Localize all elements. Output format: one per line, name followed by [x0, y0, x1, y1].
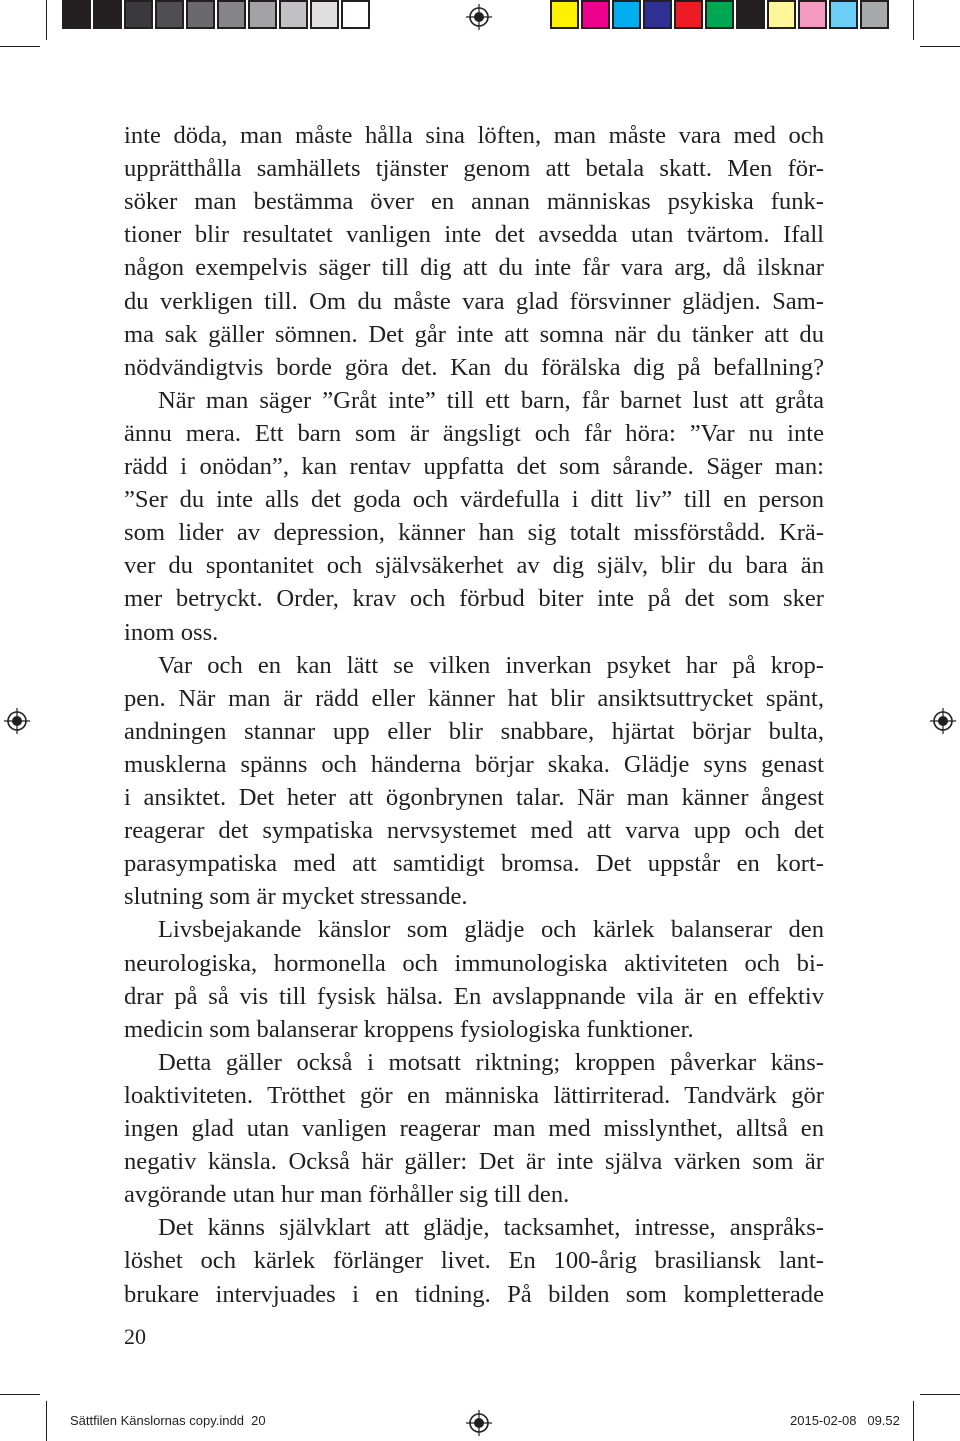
- color-swatch: [829, 0, 858, 29]
- text-line: inom oss.: [124, 618, 219, 646]
- color-swatch: [798, 0, 827, 29]
- gray-color-bar: [62, 0, 372, 34]
- text-line: tioner blir resultatet vanligen inte det avsedda utan tvärtom. Ifall: [124, 221, 824, 249]
- text-line: neurologiska, hormonella och immunologiska aktiviteten och bi-: [124, 949, 824, 977]
- text-line: ingen glad utan vanligen reagerar man med misslynthet, alltså en: [124, 1115, 824, 1142]
- gray-swatch: [93, 0, 122, 29]
- registration-mark-icon: [466, 4, 492, 30]
- text-line: avgörande utan hur man förhåller sig till den.: [124, 1181, 570, 1209]
- color-swatch: [612, 0, 641, 29]
- text-line: i ansiktet. Det heter att ögonbrynen talar. När man känner ångest: [124, 784, 824, 811]
- text-line: musklerna spänns och händerna börjar skaka. Glädje syns genast: [124, 750, 824, 778]
- text-line: loaktiviteten. Trötthet gör en människa lättirriterad. Tandvärk gör: [124, 1081, 824, 1109]
- slug-file-name: Sättfilen Känslornas copy.indd 20: [70, 1413, 266, 1428]
- color-swatch: [581, 0, 610, 29]
- color-swatch: [767, 0, 796, 29]
- crop-mark: [46, 1401, 47, 1441]
- text-line: andningen stannar upp eller blir snabbare, hjärtat börjar bulta,: [124, 717, 824, 745]
- crop-mark: [0, 46, 40, 47]
- text-line: Detta gäller också i motsatt riktning; kroppen påverkar käns-: [158, 1048, 824, 1076]
- registration-mark-icon: [4, 708, 30, 734]
- text-line: mer betryckt. Order, krav och förbud biter inte på det som sker: [124, 585, 824, 613]
- gray-swatch: [279, 0, 308, 29]
- page-number: 20: [124, 1324, 146, 1349]
- color-swatch: [860, 0, 889, 29]
- text-line: medicin som balanserar kroppens fysiologiska funktioner.: [124, 1015, 694, 1043]
- text-line: drar på så vis till fysisk hälsa. En avslappnande vila är en effektiv: [124, 982, 824, 1010]
- gray-swatch: [217, 0, 246, 29]
- crop-mark: [46, 0, 47, 40]
- color-swatch: [643, 0, 672, 29]
- text-line: söker man bestämma över en annan människas psykiska funk-: [124, 188, 824, 216]
- text-line: rädd i onödan”, kan rentav uppfatta det som sårande. Säger man:: [124, 453, 824, 480]
- text-line: Var och en kan lätt se vilken inverkan psyket har på krop-: [158, 651, 824, 679]
- text-line: löshet och kärlek förlänger livet. En 100-årig brasiliansk lant-: [124, 1247, 824, 1275]
- text-line: nödvändigtvis borde göra det. Kan du förälska dig på befallning?: [124, 353, 824, 381]
- text-line: negativ känsla. Också här gäller: Det är inte själva värken som är: [124, 1148, 824, 1176]
- cmyk-color-bar: [550, 0, 891, 34]
- color-swatch: [550, 0, 579, 29]
- text-line: reagerar det sympatiska nervsystemet med att varva upp och det: [124, 817, 824, 845]
- text-line: du verkligen till. Om du måste vara glad försvinner glädjen. Sam-: [124, 287, 824, 315]
- text-line: brukare intervjuades i en tidning. På bilden som kompletterade: [124, 1280, 824, 1308]
- registration-mark-icon: [466, 1410, 492, 1436]
- crop-mark: [920, 46, 960, 47]
- gray-swatch: [155, 0, 184, 29]
- text-line: ma sak gäller sömnen. Det går inte att somna när du tänker att du: [124, 320, 824, 348]
- color-swatch: [736, 0, 765, 29]
- gray-swatch: [341, 0, 370, 29]
- crop-mark: [913, 1401, 914, 1441]
- crop-mark: [920, 1394, 960, 1395]
- text-line: pen. När man är rädd eller känner hat blir ansiktsuttrycket spänt,: [124, 684, 824, 712]
- color-swatch: [674, 0, 703, 29]
- text-line: ver du spontanitet och självsäkerhet av dig själv, blir du bara än: [124, 552, 824, 580]
- text-line: som lider av depression, känner han sig totalt missförstådd. Krä-: [124, 519, 824, 547]
- text-line: Livsbejakande känslor som glädje och kärlek balanserar den: [158, 916, 824, 944]
- slug-timestamp: 2015-02-08 09.52: [790, 1413, 900, 1428]
- gray-swatch: [248, 0, 277, 29]
- text-line: parasympatiska med att samtidigt bromsa. Det uppstår en kort-: [124, 850, 824, 878]
- crop-mark: [0, 1394, 40, 1395]
- gray-swatch: [186, 0, 215, 29]
- text-line: upprätthålla samhällets tjänster genom att betala skatt. Men för-: [124, 155, 824, 183]
- text-line: någon exempelvis säger till dig att du inte får vara arg, då ilsknar: [124, 254, 824, 282]
- gray-swatch: [310, 0, 339, 29]
- text-line: slutning som är mycket stressande.: [124, 883, 468, 911]
- color-swatch: [705, 0, 734, 29]
- text-line: Det känns självklart att glädje, tacksamhet, intresse, anspråks-: [158, 1214, 824, 1242]
- gray-swatch: [124, 0, 153, 29]
- text-line: inte döda, man måste hålla sina löften, man måste vara med och: [124, 122, 824, 149]
- text-line: ännu mera. Ett barn som är ängsligt och får höra: ”Var nu inte: [124, 419, 824, 447]
- text-line: När man säger ”Gråt inte” till ett barn, får barnet lust att gråta: [158, 386, 824, 414]
- crop-mark: [913, 0, 914, 40]
- registration-mark-icon: [930, 708, 956, 734]
- gray-swatch: [62, 0, 91, 29]
- text-line: ”Ser du inte alls det goda och värdefulla i ditt liv” till en person: [124, 486, 824, 514]
